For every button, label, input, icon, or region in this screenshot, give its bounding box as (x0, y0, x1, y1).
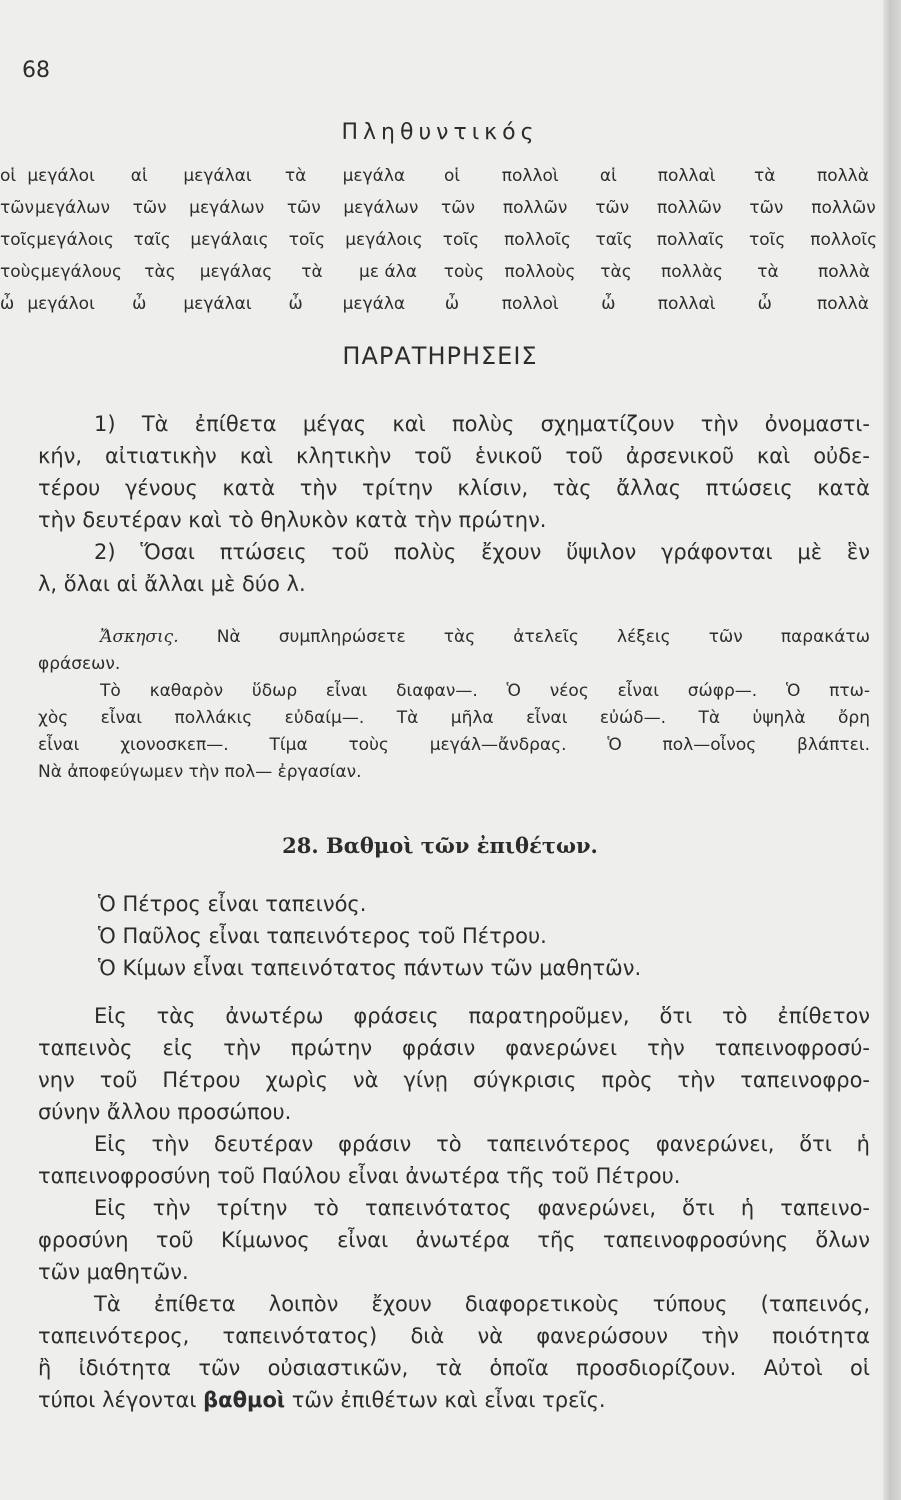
article-cell: τὰ (754, 166, 776, 186)
article-cell: τῶν (286, 198, 321, 218)
adjective-cell: μεγάλας (199, 262, 273, 282)
body-paragraphs (38, 1000, 870, 1416)
adjective-cell: πολλὰ (816, 294, 869, 314)
article-cell: τῶν (132, 198, 167, 218)
adjective-cell: μεγάλα (342, 294, 406, 314)
article-cell: ταῖς (133, 230, 171, 250)
article-cell: τοῖς (288, 230, 326, 250)
adjective-cell: πολλοῖς (810, 230, 878, 250)
adjective-cell: πολλῶν (811, 198, 876, 218)
section-28-heading: 28. Βαθμοὶ τῶν ἐπιθέτων. (282, 833, 598, 858)
adjective-cell: πολλοῖς (504, 230, 571, 250)
article-cell: τὰ (284, 166, 307, 186)
adjective-cell: πολλαῖς (656, 230, 725, 250)
adjective-cell: πολλῶν (502, 198, 568, 218)
paragraph-line: ταπεινὸς εἰς τὴν πρώτην φράσιν φανερώνει τὴν ταπεινοφροσύ- (38, 1036, 870, 1060)
adjective-cell: πολλοὶ (501, 166, 559, 186)
article-cell: τὰς (600, 262, 632, 282)
paragraph-line: ἢ ἰδιότητα τῶν οὐσιαστικῶν, τὰ ὁποῖα προσδιορίζουν. Αὐτοὶ οἱ (38, 1356, 870, 1380)
adjective-cell: μεγάλων (343, 198, 419, 218)
adjective-cell: μεγάλα (342, 166, 406, 186)
article-cell: τοὺς (0, 262, 41, 282)
declension-row (0, 288, 882, 320)
paragraph-line: ταπεινοφροσύνη τοῦ Παύλου εἶναι ἀνωτέρα τῆς τοῦ Πέτρου. (38, 1164, 681, 1188)
article-cell: οἱ (443, 166, 461, 186)
paragraph-line: Τὰ ἐπίθετα λοιπὸν ἔχουν διαφορετικοὺς τύπους (ταπεινός, (94, 1292, 870, 1316)
adjective-cell: μεγάλαι (183, 166, 252, 186)
remark-line: 2) Ὅσαι πτώσεις τοῦ πολὺς ἔχουν ὕψιλον γράφονται μὲ ἓν (94, 540, 870, 564)
page-number: 68 (22, 58, 50, 83)
article-cell: τῶν (441, 198, 475, 218)
adjective-cell: με άλα (359, 262, 417, 282)
adjective-cell: μεγάλαι (183, 294, 252, 314)
remarks-title: ΠΑΡΑΤΗΡΗΣΕΙΣ (342, 342, 538, 370)
paragraph-line: Εἰς τὰς ἀνωτέρω φράσεις παρατηροῦμεν, ὅτι τὸ ἐπίθετον (94, 1004, 870, 1028)
adjective-cell: μεγάλων (189, 198, 265, 218)
paragraph-line (38, 1384, 870, 1416)
paragraph-line: ταπεινότερος, ταπεινότατος) διὰ νὰ φανερώσουν τὴν ποιότητα (38, 1324, 870, 1348)
text-run: τῶν ἐπιθέτων καὶ εἶναι τρεῖς. (285, 1388, 606, 1412)
remark-line: τὴν δευτέραν καὶ τὸ θηλυκὸν κατὰ τὴν πρώτην. (38, 508, 547, 532)
adjective-cell: μεγάλοι (27, 294, 95, 314)
article-cell: τοῖς (442, 230, 480, 250)
article-cell: ὦ (757, 294, 772, 314)
article-cell: τὰ (301, 262, 323, 282)
article-cell: αἱ (599, 166, 617, 186)
exercise-instruction: Νὰ συμπληρώσετε τὰς ἀτελεῖς λέξεις τῶν παρακάτω (216, 627, 870, 647)
article-cell: ὦ (601, 294, 616, 314)
exercise-line: φράσεων. (38, 654, 121, 674)
paragraph-line: Εἰς τὴν τρίτην τὸ ταπεινότατος φανερώνει, ὅτι ἡ ταπεινο- (94, 1196, 870, 1220)
exercise-line: Τὸ καθαρὸν ὕδωρ εἶναι διαφαν—. Ὁ νέος εἶναι σώφρ—. Ὁ πτω- (100, 681, 870, 701)
article-cell: ὦ (444, 294, 460, 314)
adjective-cell: μεγάλων (34, 198, 111, 218)
adjective-cell: μεγάλους (40, 262, 122, 282)
exercise-line: Νὰ ἀποφεύγωμεν τὴν πολ— ἐργασίαν. (38, 762, 362, 782)
paragraph-line: τῶν μαθητῶν. (38, 1260, 189, 1284)
remark-1 (38, 408, 870, 600)
article-cell: τῶν (0, 198, 34, 218)
paragraph-line: σύνην ἄλλου προσώπου. (38, 1100, 292, 1124)
remark-line: τέρου γένους κατὰ τὴν τρίτην κλίσιν, τὰς ἄλλας πτώσεις κατὰ (38, 476, 870, 500)
section-title-plural: Πληθυντικός (341, 120, 539, 145)
adjective-cell: πολλαὶ (657, 294, 716, 314)
adjective-cell: πολλῶν (657, 198, 722, 218)
example-sentence: Ὁ Παῦλος εἶναι ταπεινότερος τοῦ Πέτρου. (98, 924, 547, 948)
article-cell: τῶν (595, 198, 630, 218)
article-cell: τοῖς (0, 230, 37, 250)
exercise-line (38, 624, 870, 651)
adjective-cell: μεγάλαις (190, 230, 269, 250)
remark-line: 1) Τὰ ἐπίθετα μέγας καὶ πολὺς σχηματίζουν τὴν ὀνομαστι- (94, 412, 870, 436)
article-cell: τοῖς (748, 230, 786, 250)
article-cell: τοὺς (443, 262, 485, 282)
declension-row (0, 160, 882, 192)
declension-row (0, 256, 882, 288)
adjective-cell: πολλαὶ (657, 166, 716, 186)
paragraph-line: φροσύνη τοῦ Κίμωνος εἶναι ἀνωτέρα τῆς ταπεινοφροσύνης ὅλων (38, 1228, 870, 1252)
example-sentence: Ὁ Κίμων εἶναι ταπεινότατος πάντων τῶν μαθητῶν. (98, 956, 642, 980)
examples (38, 888, 870, 984)
remark-line: λ, ὅλαι αἱ ἄλλαι μὲ δύο λ. (38, 572, 306, 596)
article-cell: ὦ (0, 294, 15, 314)
adjective-cell: μεγάλοις (36, 230, 114, 250)
remark-line: κήν, αἰτιατικὴν καὶ κλητικὴν τοῦ ἑνικοῦ τοῦ ἀρσενικοῦ καὶ οὐδε- (38, 444, 870, 468)
article-cell: τῶν (749, 198, 784, 218)
adjective-cell: μεγάλοι (27, 166, 95, 186)
exercise (38, 624, 870, 786)
article-cell: ὦ (288, 294, 303, 314)
article-cell: τὰ (757, 262, 779, 282)
bold-term: βαθμοὶ (203, 1388, 286, 1412)
adjective-cell: πολλοὶ (501, 294, 559, 314)
article-cell: τὰς (144, 262, 176, 282)
adjective-cell: πολλὰ (816, 166, 869, 186)
page-binding-edge (883, 0, 901, 1500)
adjective-cell: πολλοὺς (504, 262, 576, 282)
adjective-cell: πολλὰς (661, 262, 723, 282)
declension-row (0, 224, 882, 256)
article-cell: ὦ (132, 294, 147, 314)
text-run: τύποι λέγονται (38, 1388, 204, 1412)
adjective-cell: μεγάλοις (345, 230, 423, 250)
exercise-line: εἶναι χιονοσκεπ—. Τίμα τοὺς μεγάλ—ἄνδρας. Ὁ πολ—οἶνος βλάπτει. (38, 735, 870, 755)
article-cell: οἱ (0, 166, 17, 186)
exercise-label: Ἄσκησις. (100, 627, 179, 647)
paragraph-line: νην τοῦ Πέτρου χωρὶς νὰ γίνῃ σύγκρισις πρὸς τὴν ταπεινοφρο- (38, 1068, 870, 1092)
article-cell: αἱ (130, 166, 148, 186)
adjective-cell: πολλὰ (818, 262, 870, 282)
declension-table (0, 160, 882, 320)
exercise-line: χὸς εἶναι πολλάκις εὐδαίμ—. Τὰ μῆλα εἶναι εὐώδ—. Τὰ ὑψηλὰ ὄρη (38, 708, 870, 728)
article-cell: ταῖς (595, 230, 633, 250)
example-sentence: Ὁ Πέτρος εἶναι ταπεινός. (98, 892, 367, 916)
paragraph-line: Εἰς τὴν δευτέραν φράσιν τὸ ταπεινότερος φανερώνει, ὅτι ἡ (94, 1132, 870, 1156)
declension-row (0, 192, 882, 224)
